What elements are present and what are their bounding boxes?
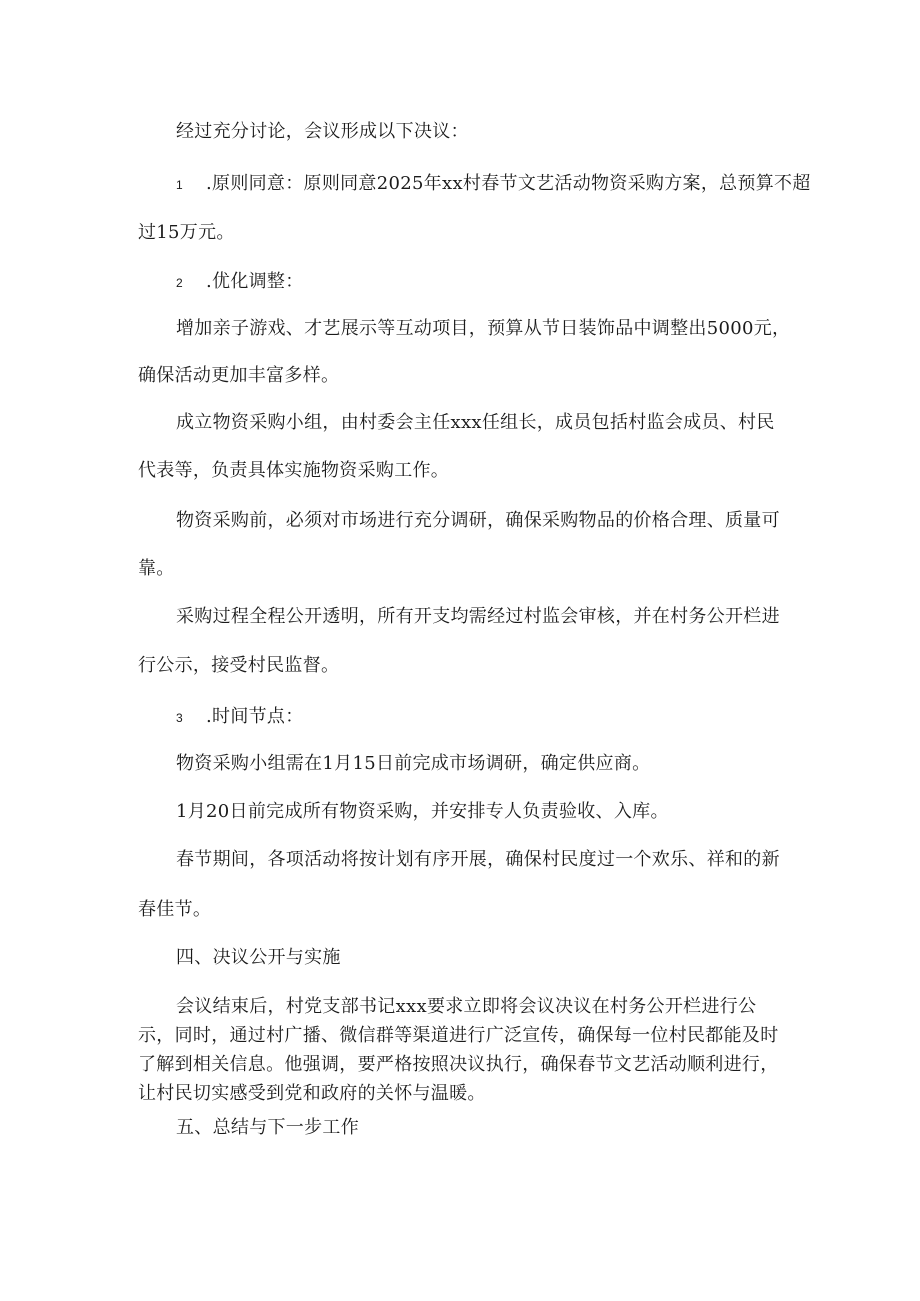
item-3-title: .时间节点： (206, 706, 304, 727)
group-paragraph-line-1: 成立物资采购小组，由村委会主任xxx任组长，成员包括村监会成员、村民 (176, 412, 775, 433)
item-1-text: .原则同意：原则同意2025年xx村春节文艺活动物资采购方案，总预算不超 (206, 173, 811, 194)
public-paragraph-line-2: 行公示，接受村民监督。 (138, 655, 340, 676)
adjust-paragraph-line-2: 确保活动更加丰富多样。 (138, 365, 340, 386)
section-4-heading: 四、决议公开与实施 (176, 947, 341, 968)
research-paragraph-line-1: 物资采购前，必须对市场进行充分调研，确保采购物品的价格合理、质量可 (176, 510, 780, 531)
section-5-heading: 五、总结与下一步工作 (176, 1117, 359, 1138)
item-3-heading (138, 691, 788, 744)
section-4-body: 会议结束后，村党支部书记xxx要求立即将会议决议在村务公开栏进行公示，同时，通过村广播、微信群等渠道进行广泛宣传，确保每一位村民都能及时了解到相关信息。他强调，要严格按照决议执行，确保春节文艺活动顺利进行，让村民切实感受到党和政府的关怀与温暖。 (138, 996, 779, 1104)
item-3-number: 3 (176, 711, 183, 725)
jan15-paragraph: 物资采购小组需在1月15日前完成市场调研，确定供应商。 (176, 753, 651, 774)
item-1-line-2: 过15万元。 (138, 222, 235, 243)
festival-paragraph-line-2: 春佳节。 (138, 899, 212, 920)
research-paragraph-line-2: 靠。 (138, 558, 175, 579)
festival-paragraph-line-1: 春节期间，各项活动将按计划有序开展，确保村民度过一个欢乐、祥和的新 (176, 849, 780, 870)
jan20-paragraph: 1月20日前完成所有物资采购，并安排专人负责验收、入库。 (176, 801, 669, 822)
item-2-heading (138, 256, 788, 309)
adjust-paragraph-line-1: 增加亲子游戏、才艺展示等互动项目，预算从节日装饰品中调整出5000元， (176, 318, 791, 339)
public-paragraph-line-1: 采购过程全程公开透明，所有开支均需经过村监会审核，并在村务公开栏进 (176, 606, 780, 627)
group-paragraph-line-2: 代表等，负责具体实施物资采购工作。 (138, 460, 450, 481)
resolution-intro: 经过充分讨论，会议形成以下决议： (176, 121, 469, 142)
item-2-number: 2 (176, 276, 183, 290)
item-1-number: 1 (176, 178, 183, 192)
item-1-line-1 (138, 158, 811, 211)
item-2-title: .优化调整： (206, 271, 304, 292)
